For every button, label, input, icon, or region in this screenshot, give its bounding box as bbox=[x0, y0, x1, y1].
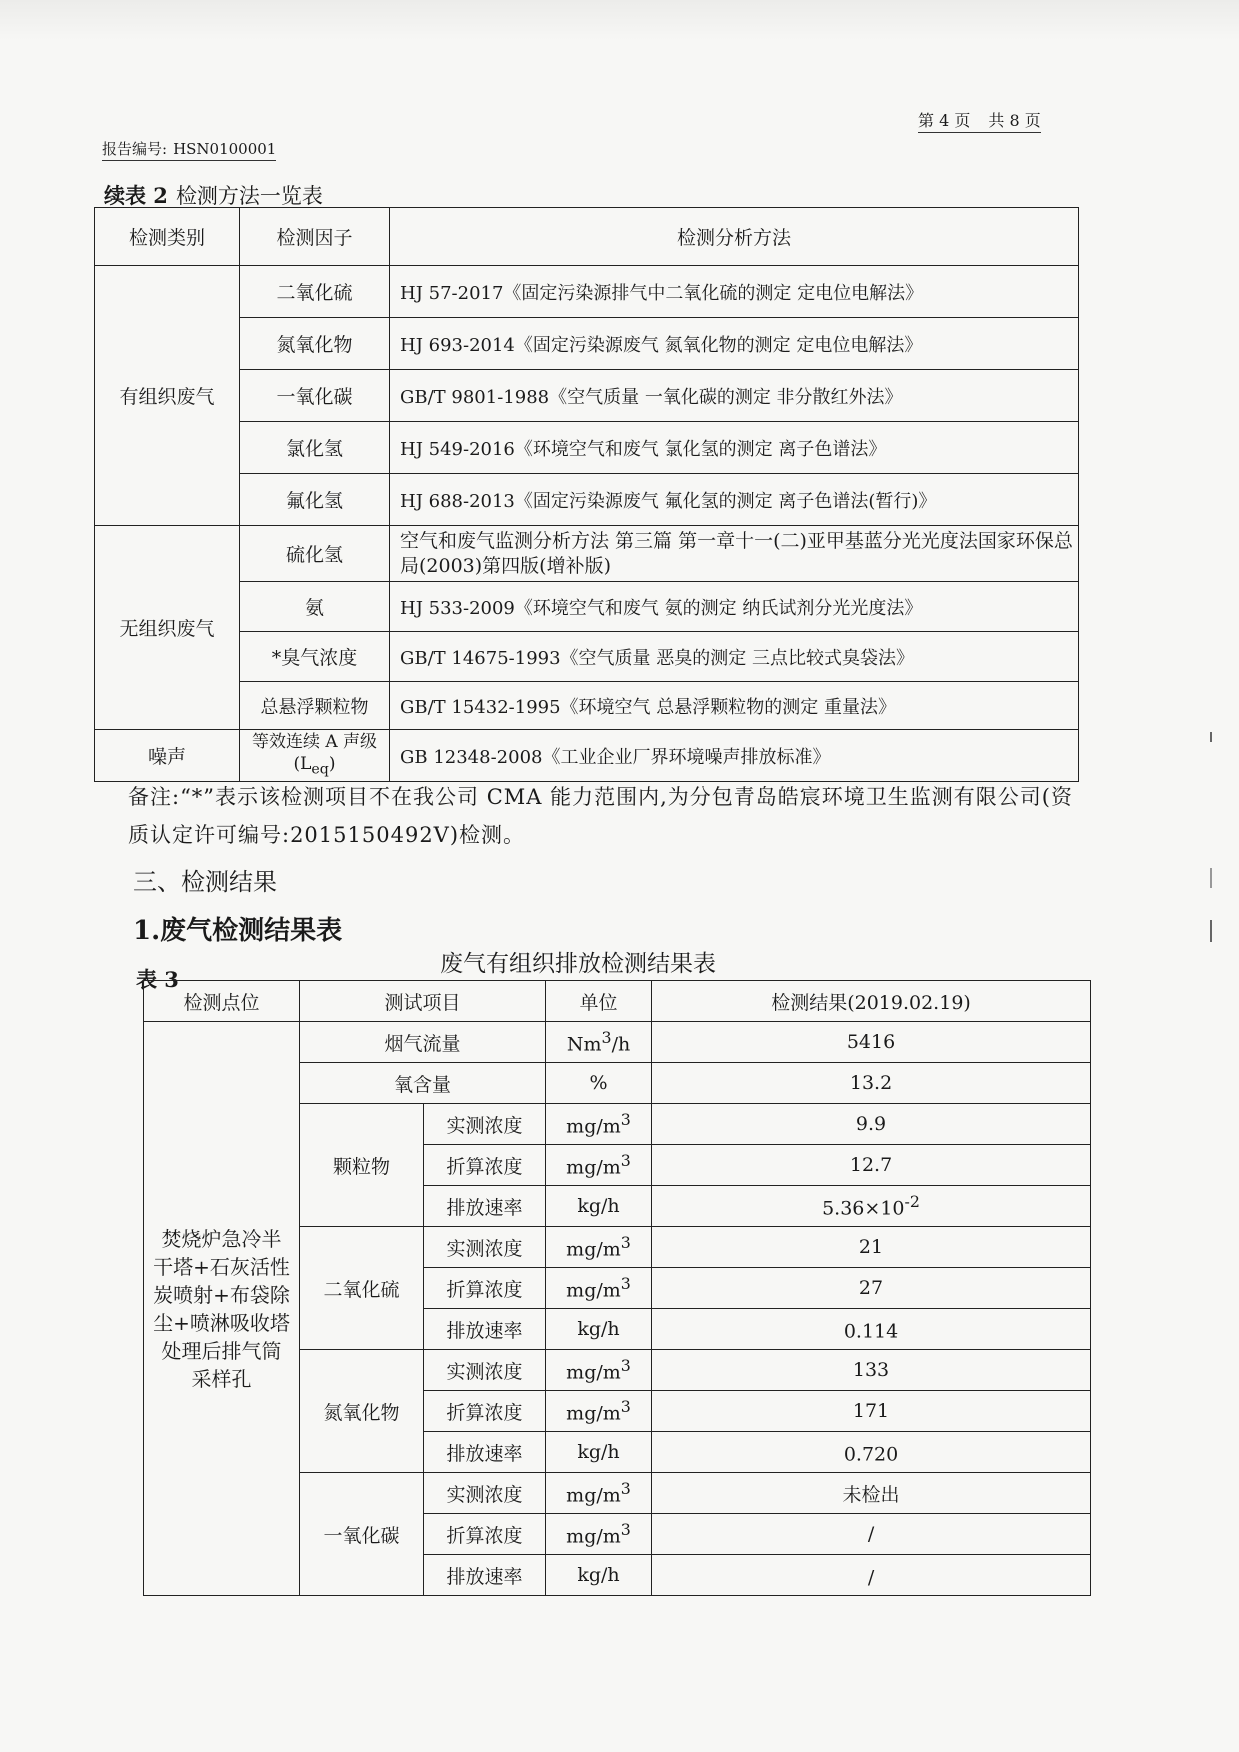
report-number-value: HSN0100001 bbox=[173, 140, 277, 158]
unit-cell bbox=[546, 1473, 652, 1514]
unit-superscript: 3 bbox=[620, 1356, 631, 1376]
value-cell: 133 bbox=[652, 1350, 1091, 1391]
table2-caption-prefix: 续表 2 bbox=[104, 183, 168, 208]
unit-cell bbox=[546, 1104, 652, 1145]
header-cell: 检测点位 bbox=[144, 981, 300, 1022]
unit-superscript: 3 bbox=[620, 1479, 631, 1499]
value-text: / bbox=[867, 1566, 875, 1589]
unit-cell: kg/h bbox=[546, 1309, 652, 1350]
sub-item-cell: 排放速率 bbox=[424, 1555, 546, 1596]
unit-text: mg/m bbox=[566, 1361, 621, 1384]
factor-cell: *臭气浓度 bbox=[240, 632, 390, 682]
factor-cell: 一氧化碳 bbox=[240, 370, 390, 422]
method-cell: GB/T 14675-1993《空气质量 恶臭的测定 三点比较式臭袋法》 bbox=[390, 632, 1079, 682]
sub-item-cell: 实测浓度 bbox=[424, 1473, 546, 1514]
unit-cell: kg/h bbox=[546, 1186, 652, 1227]
factor-cell: 硫化氢 bbox=[240, 526, 390, 582]
factor-subscript: eq bbox=[311, 761, 329, 778]
unit-cell bbox=[546, 1514, 652, 1555]
table-row bbox=[95, 266, 1079, 318]
factor-cell: 总悬浮颗粒物 bbox=[240, 682, 390, 730]
sub-item-cell: 折算浓度 bbox=[424, 1391, 546, 1432]
unit-text: mg/m bbox=[566, 1156, 621, 1179]
unit-cell bbox=[546, 1022, 652, 1063]
header-cell: 检测分析方法 bbox=[390, 208, 1079, 266]
unit-cell bbox=[546, 1268, 652, 1309]
pollutant-cell: 一氧化碳 bbox=[300, 1473, 424, 1596]
method-cell: HJ 549-2016《环境空气和废气 氯化氢的测定 离子色谱法》 bbox=[390, 422, 1079, 474]
section-title: 三、检测结果 bbox=[133, 868, 277, 896]
unit-text: mg/m bbox=[566, 1525, 621, 1548]
factor-cell: 氮氧化物 bbox=[240, 318, 390, 370]
value-cell: 9.9 bbox=[652, 1104, 1091, 1145]
header-cell: 单位 bbox=[546, 981, 652, 1022]
unit-text-tail: /h bbox=[611, 1033, 631, 1056]
item-cell: 烟气流量 bbox=[300, 1022, 546, 1063]
unit-cell bbox=[546, 1391, 652, 1432]
table3-title: 废气有组织排放检测结果表 bbox=[440, 951, 716, 977]
unit-cell: % bbox=[546, 1063, 652, 1104]
table-row bbox=[95, 682, 1079, 730]
value-text: 0.720 bbox=[843, 1443, 899, 1466]
unit-superscript: 3 bbox=[601, 1028, 612, 1048]
unit-superscript: 3 bbox=[620, 1520, 631, 1540]
value-cell: 13.2 bbox=[652, 1063, 1091, 1104]
sub-item-cell: 排放速率 bbox=[424, 1432, 546, 1473]
category-cell: 无组织废气 bbox=[95, 526, 240, 730]
value-cell bbox=[652, 1309, 1091, 1350]
results-table-header bbox=[144, 981, 1091, 1022]
unit-superscript: 3 bbox=[620, 1397, 631, 1417]
unit-text: mg/m bbox=[566, 1402, 621, 1425]
subsection-title: 1.废气检测结果表 bbox=[133, 916, 343, 946]
value-superscript: -2 bbox=[904, 1192, 920, 1212]
page-fold-shadow bbox=[0, 0, 1239, 40]
table-row bbox=[95, 318, 1079, 370]
method-cell: HJ 533-2009《环境空气和废气 氨的测定 纳氏试剂分光光度法》 bbox=[390, 582, 1079, 632]
table2-caption bbox=[104, 180, 323, 210]
current-page: 第 4 页 bbox=[918, 111, 971, 130]
sub-item-cell: 折算浓度 bbox=[424, 1268, 546, 1309]
table-row bbox=[95, 422, 1079, 474]
factor-cell: 氯化氢 bbox=[240, 422, 390, 474]
header-cell: 检测因子 bbox=[240, 208, 390, 266]
header-cell: 检测结果(2019.02.19) bbox=[652, 981, 1091, 1022]
factor-text: 等效连续 A 声级(L bbox=[251, 731, 378, 774]
method-cell: GB/T 15432-1995《环境空气 总悬浮颗粒物的测定 重量法》 bbox=[390, 682, 1079, 730]
unit-text: mg/m bbox=[566, 1238, 621, 1261]
report-number bbox=[102, 138, 276, 161]
category-cell: 有组织废气 bbox=[95, 266, 240, 526]
sub-item-cell: 排放速率 bbox=[424, 1186, 546, 1227]
report-number-label: 报告编号: bbox=[102, 140, 168, 158]
table-row bbox=[95, 526, 1079, 582]
table-row bbox=[95, 474, 1079, 526]
sub-item-cell: 排放速率 bbox=[424, 1309, 546, 1350]
method-cell: HJ 57-2017《固定污染源排气中二氧化硫的测定 定电位电解法》 bbox=[390, 266, 1079, 318]
table-row bbox=[95, 582, 1079, 632]
results-table bbox=[143, 980, 1091, 1596]
factor-cell: 氟化氢 bbox=[240, 474, 390, 526]
value-cell: 未检出 bbox=[652, 1473, 1091, 1514]
table-row bbox=[95, 370, 1079, 422]
unit-cell: kg/h bbox=[546, 1555, 652, 1596]
unit-cell: kg/h bbox=[546, 1432, 652, 1473]
value-cell bbox=[652, 1432, 1091, 1473]
table-row bbox=[95, 632, 1079, 682]
total-pages: 共 8 页 bbox=[988, 111, 1041, 130]
scan-edge-mark bbox=[1210, 920, 1212, 942]
value-cell: 12.7 bbox=[652, 1145, 1091, 1186]
value-text: 0.114 bbox=[843, 1320, 899, 1343]
method-table-header bbox=[95, 208, 1079, 266]
factor-cell: 二氧化硫 bbox=[240, 266, 390, 318]
scan-edge-mark bbox=[1210, 868, 1212, 888]
unit-text: mg/m bbox=[566, 1279, 621, 1302]
factor-cell: 氨 bbox=[240, 582, 390, 632]
table2-note: 备注:“*”表示该检测项目不在我公司 CMA 能力范围内,为分包青岛皓宸环境卫生监测有限公司(资质认定许可编号:2015150492V)检测。 bbox=[128, 785, 1073, 847]
unit-text: Nm bbox=[566, 1033, 602, 1056]
unit-text: mg/m bbox=[566, 1484, 621, 1507]
value-cell bbox=[652, 1555, 1091, 1596]
unit-superscript: 3 bbox=[620, 1110, 631, 1130]
factor-cell bbox=[240, 730, 390, 782]
value-cell bbox=[652, 1186, 1091, 1227]
sampling-site-cell: 焚烧炉急冷半干塔+石灰活性炭喷射+布袋除尘+喷淋吸收塔处理后排气筒采样孔 bbox=[144, 1022, 300, 1596]
sub-item-cell: 折算浓度 bbox=[424, 1145, 546, 1186]
value-cell: 21 bbox=[652, 1227, 1091, 1268]
value-cell: / bbox=[652, 1514, 1091, 1555]
method-cell: HJ 688-2013《固定污染源废气 氟化氢的测定 离子色谱法(暂行)》 bbox=[390, 474, 1079, 526]
category-cell: 噪声 bbox=[95, 730, 240, 782]
unit-cell bbox=[546, 1145, 652, 1186]
value-cell: 27 bbox=[652, 1268, 1091, 1309]
table3-label: 表 3 bbox=[136, 967, 179, 992]
page-number bbox=[918, 108, 1041, 133]
method-table bbox=[94, 207, 1079, 782]
item-cell: 氧含量 bbox=[300, 1063, 546, 1104]
pollutant-cell: 二氧化硫 bbox=[300, 1227, 424, 1350]
method-cell: GB/T 9801-1988《空气质量 一氧化碳的测定 非分散红外法》 bbox=[390, 370, 1079, 422]
unit-cell bbox=[546, 1350, 652, 1391]
header-cell: 检测类别 bbox=[95, 208, 240, 266]
method-cell: GB 12348-2008《工业企业厂界环境噪声排放标准》 bbox=[390, 730, 1079, 782]
table-row bbox=[95, 730, 1079, 782]
pollutant-cell: 颗粒物 bbox=[300, 1104, 424, 1227]
header-cell: 测试项目 bbox=[300, 981, 546, 1022]
unit-superscript: 3 bbox=[620, 1233, 631, 1253]
sub-item-cell: 折算浓度 bbox=[424, 1514, 546, 1555]
method-cell: 空气和废气监测分析方法 第三篇 第一章十一(二)亚甲基蓝分光光度法国家环保总局(2003)第四版(增补版) bbox=[390, 526, 1079, 582]
scan-edge-mark bbox=[1210, 732, 1212, 742]
sub-item-cell: 实测浓度 bbox=[424, 1350, 546, 1391]
table-row bbox=[144, 1022, 1091, 1063]
value-cell: 5416 bbox=[652, 1022, 1091, 1063]
method-cell: HJ 693-2014《固定污染源废气 氮氧化物的测定 定电位电解法》 bbox=[390, 318, 1079, 370]
unit-text: mg/m bbox=[566, 1115, 621, 1138]
sub-item-cell: 实测浓度 bbox=[424, 1227, 546, 1268]
unit-superscript: 3 bbox=[620, 1274, 631, 1294]
factor-text-tail: ) bbox=[328, 753, 336, 774]
pollutant-cell: 氮氧化物 bbox=[300, 1350, 424, 1473]
value-text: 5.36×10 bbox=[822, 1197, 905, 1220]
unit-superscript: 3 bbox=[620, 1151, 631, 1171]
sub-item-cell: 实测浓度 bbox=[424, 1104, 546, 1145]
table2-caption-title: 检测方法一览表 bbox=[175, 184, 323, 208]
unit-cell bbox=[546, 1227, 652, 1268]
value-cell: 171 bbox=[652, 1391, 1091, 1432]
